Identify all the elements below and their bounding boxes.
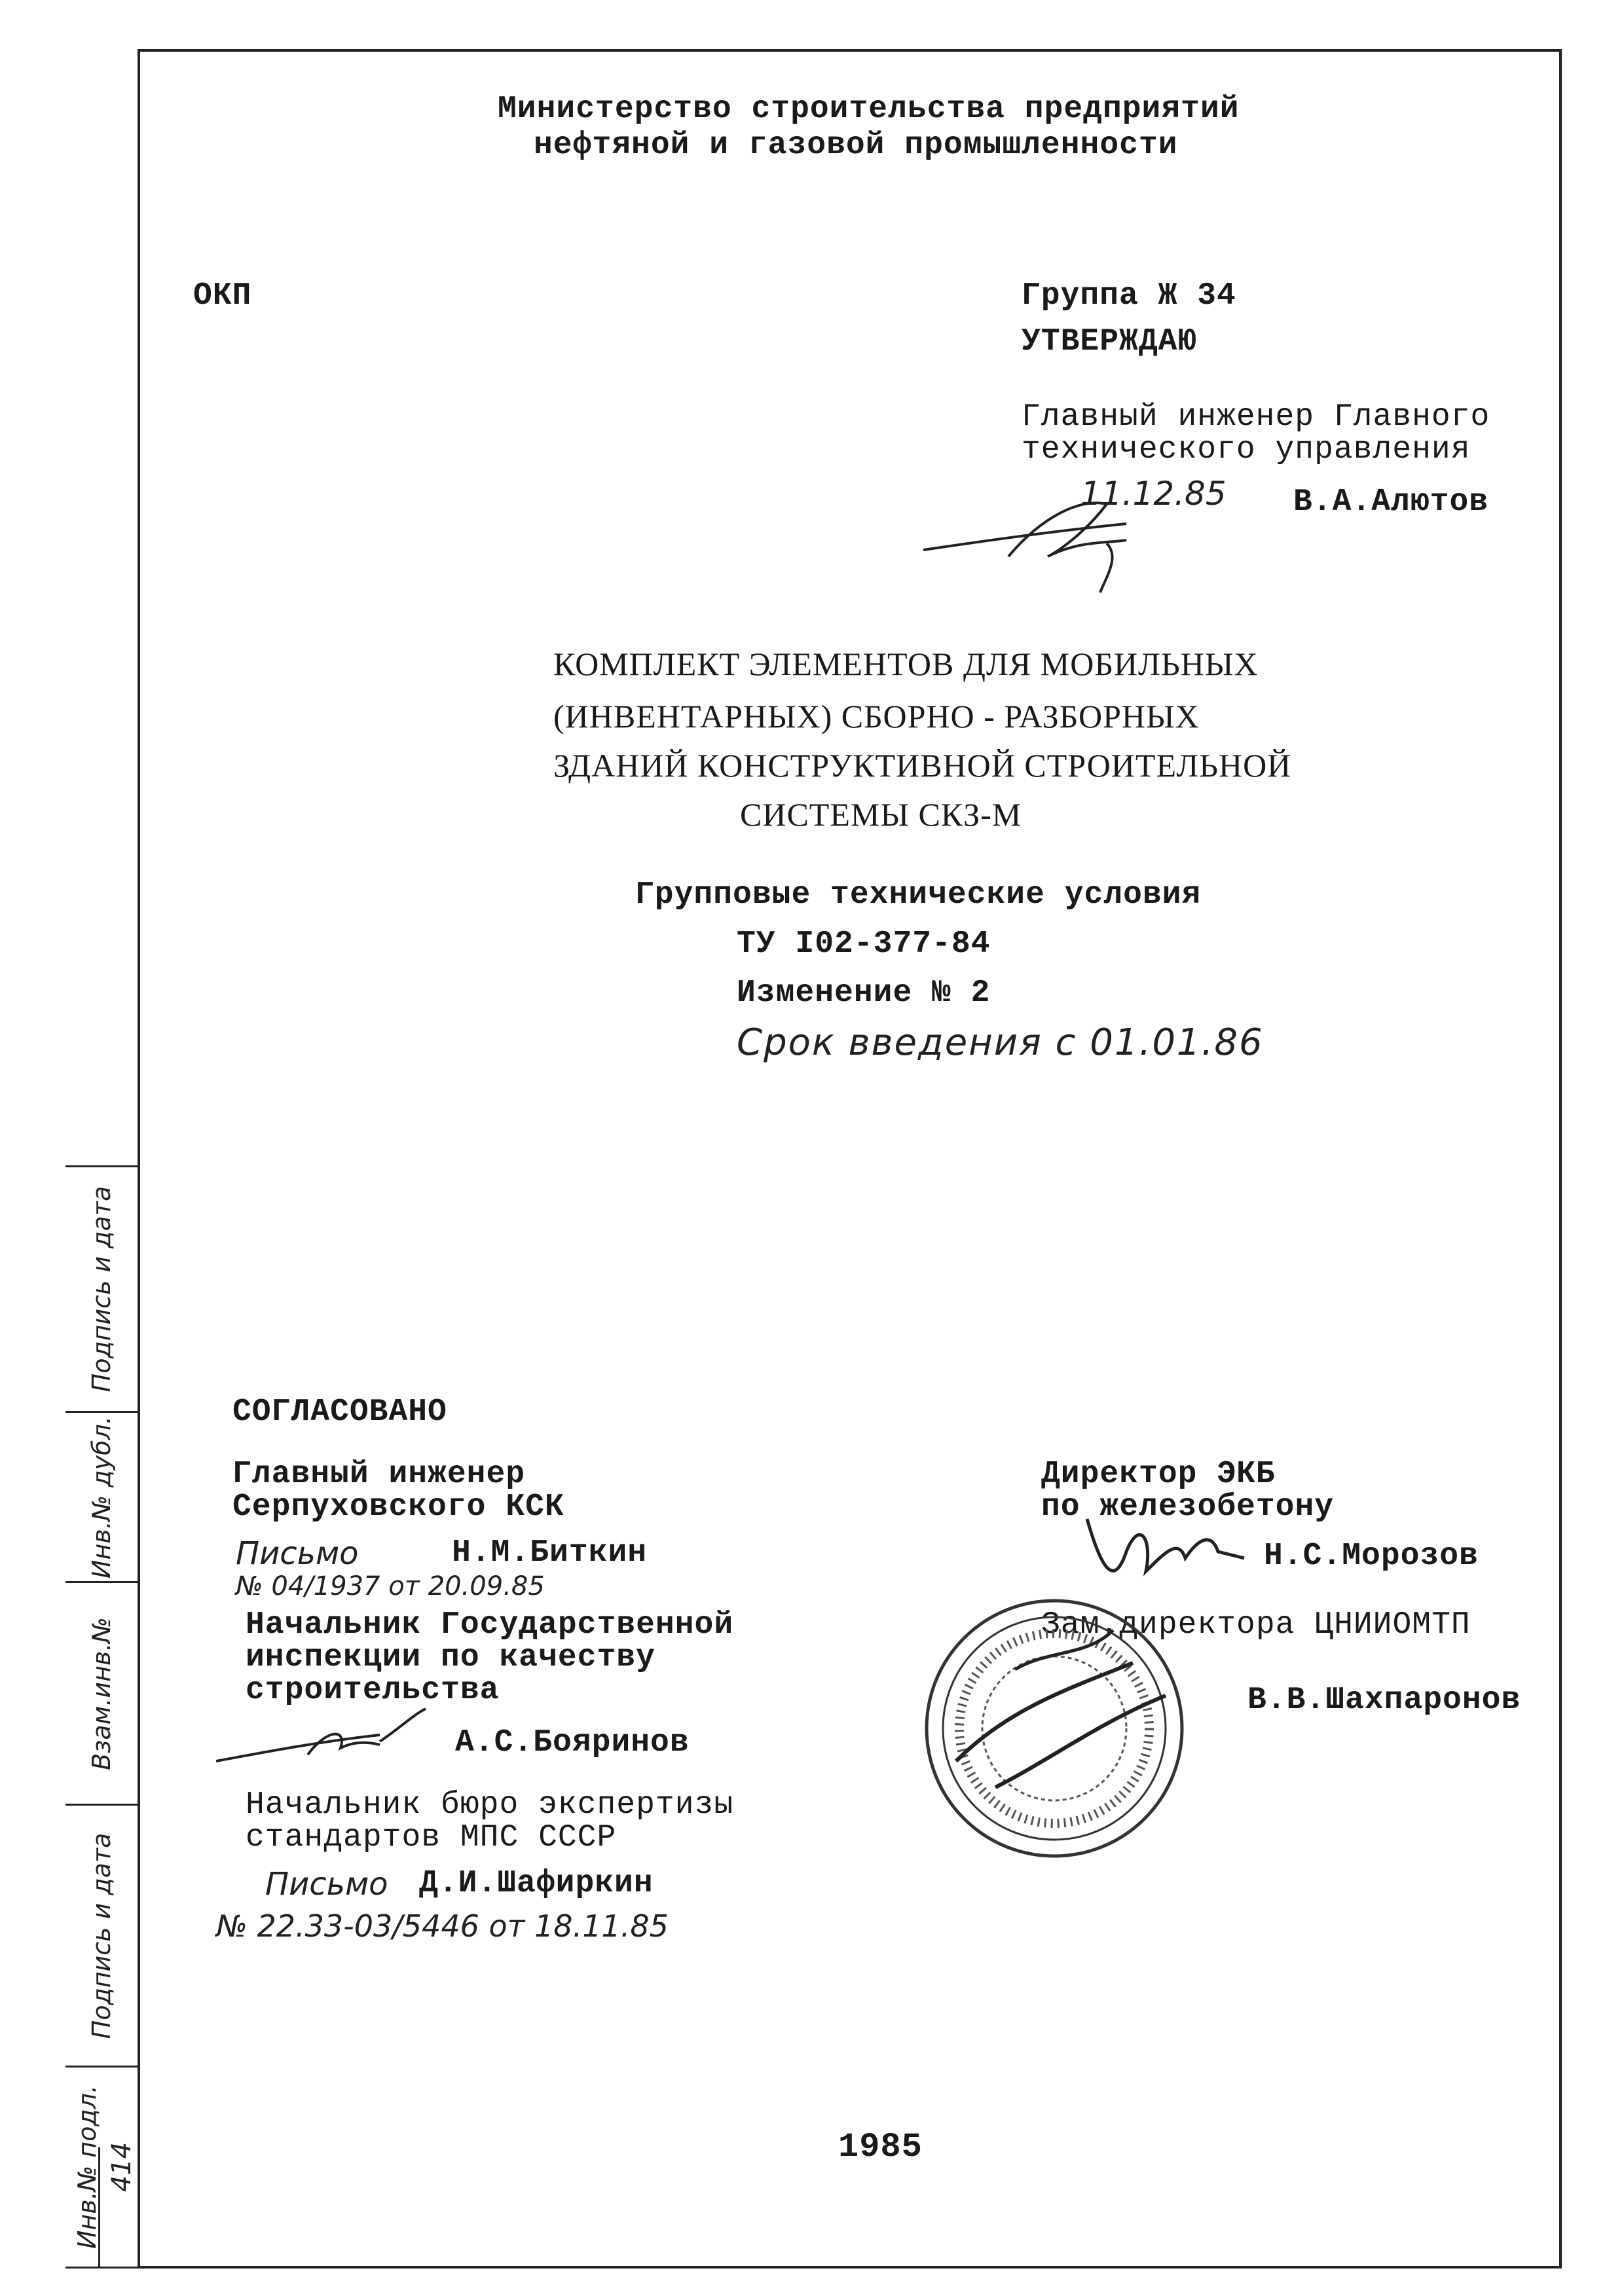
agreed-right-1-position-2: по железобетону [1041, 1489, 1335, 1525]
side-cell-dupl-inv [65, 1411, 138, 1581]
title-line-3: ЗДАНИЙ КОНСТРУКТИВНОЙ СТРОИТЕЛЬНОЙ [553, 747, 1292, 784]
group-code: Группа Ж 34 [1022, 278, 1236, 314]
spec-line-3: Изменение № 2 [737, 975, 991, 1011]
agreed-left-3-note: Письмо [265, 1866, 388, 1903]
approver-position-2: технического управления [1022, 432, 1471, 467]
document-year: 1985 [838, 2128, 923, 2166]
agreed-left-3-position-2: стандартов МПС СССР [246, 1820, 617, 1855]
agreed-right-1-position-1: Директор ЭКБ [1041, 1457, 1276, 1492]
agreed-left-3-name: Д.И.Шафиркин [419, 1866, 654, 1901]
spec-line-2: ТУ I02-377-84 [737, 926, 991, 962]
ministry-line-2: нефтяной и газовой промышленности [534, 128, 1178, 163]
agreed-right-2-name: В.В.Шахпаронов [1247, 1683, 1521, 1718]
okp-label: ОКП [193, 278, 252, 314]
side-cell-signature-date-1 [65, 1165, 138, 1411]
agreed-right-2-position: Зам.директора ЦНИИОМТП [1041, 1607, 1471, 1643]
approver-name: В.А.Алютов [1293, 484, 1489, 520]
title-line-1: КОМПЛЕКТ ЭЛЕМЕНТОВ ДЛЯ МОБИЛЬНЫХ [553, 646, 1259, 682]
approver-position-1: Главный инженер Главного [1022, 399, 1490, 435]
side-stamp [65, 1165, 138, 2269]
side-cell-original-inv [65, 2066, 138, 2269]
signature-boyarinov [216, 1702, 439, 1787]
agreed-left-2-position-3: строительства [246, 1673, 500, 1708]
side-cell-signature-date-2 [65, 1804, 138, 2066]
agreed-left-2-name: А.С.Бояринов [455, 1725, 690, 1760]
side-label: Инв.№ дубл. [87, 1415, 116, 1578]
signature-alyutov [910, 478, 1251, 596]
effective-date-note: Срок введения с 01.01.86 [737, 1021, 1264, 1064]
agreed-left-1-position-1: Главный инженер [232, 1457, 526, 1492]
side-label: Подпись и дата [87, 1186, 116, 1393]
side-label: Инв.№ подл. [73, 2085, 101, 2250]
signature-date: 11.12.85 [1080, 475, 1227, 513]
agreed-left-2-position-1: Начальник Государственной [246, 1607, 734, 1643]
agreed-right-1-name: Н.С.Морозов [1264, 1539, 1479, 1574]
title-line-4: СИСТЕМЫ СКЗ-М [740, 796, 1022, 833]
side-cell-replace-inv [65, 1581, 138, 1804]
agreed-left-1-position-2: Серпуховского КСК [232, 1489, 564, 1525]
agreed-left-1-ref: № 04/1937 от 20.09.85 [236, 1571, 545, 1601]
agreed-left-3-position-1: Начальник бюро экспертизы [246, 1787, 734, 1823]
spec-line-1: Групповые технические условия [635, 877, 1202, 913]
ministry-line-1: Министерство строительства предприятий [498, 92, 1240, 127]
approve-label: УТВЕРЖДАЮ [1022, 324, 1198, 359]
title-line-2: (ИНВЕНТАРНЫХ) СБОРНО - РАЗБОРНЫХ [553, 698, 1200, 735]
agreed-left-2-position-2: инспекции по качеству [246, 1640, 655, 1675]
agreed-left-1-note: Письмо [236, 1535, 359, 1572]
official-seal [917, 1591, 1192, 1866]
agreed-left-1-name: Н.М.Биткин [452, 1535, 648, 1571]
agreed-left-3-ref: № 22.33-03/5446 от 18.11.85 [216, 1908, 669, 1944]
side-label: Подпись и дата [87, 1832, 116, 2039]
side-label: Взам.инв.№ [87, 1616, 116, 1770]
inv-number: 414 [106, 2141, 137, 2193]
agreed-heading: СОГЛАСОВАНО [232, 1394, 447, 1430]
